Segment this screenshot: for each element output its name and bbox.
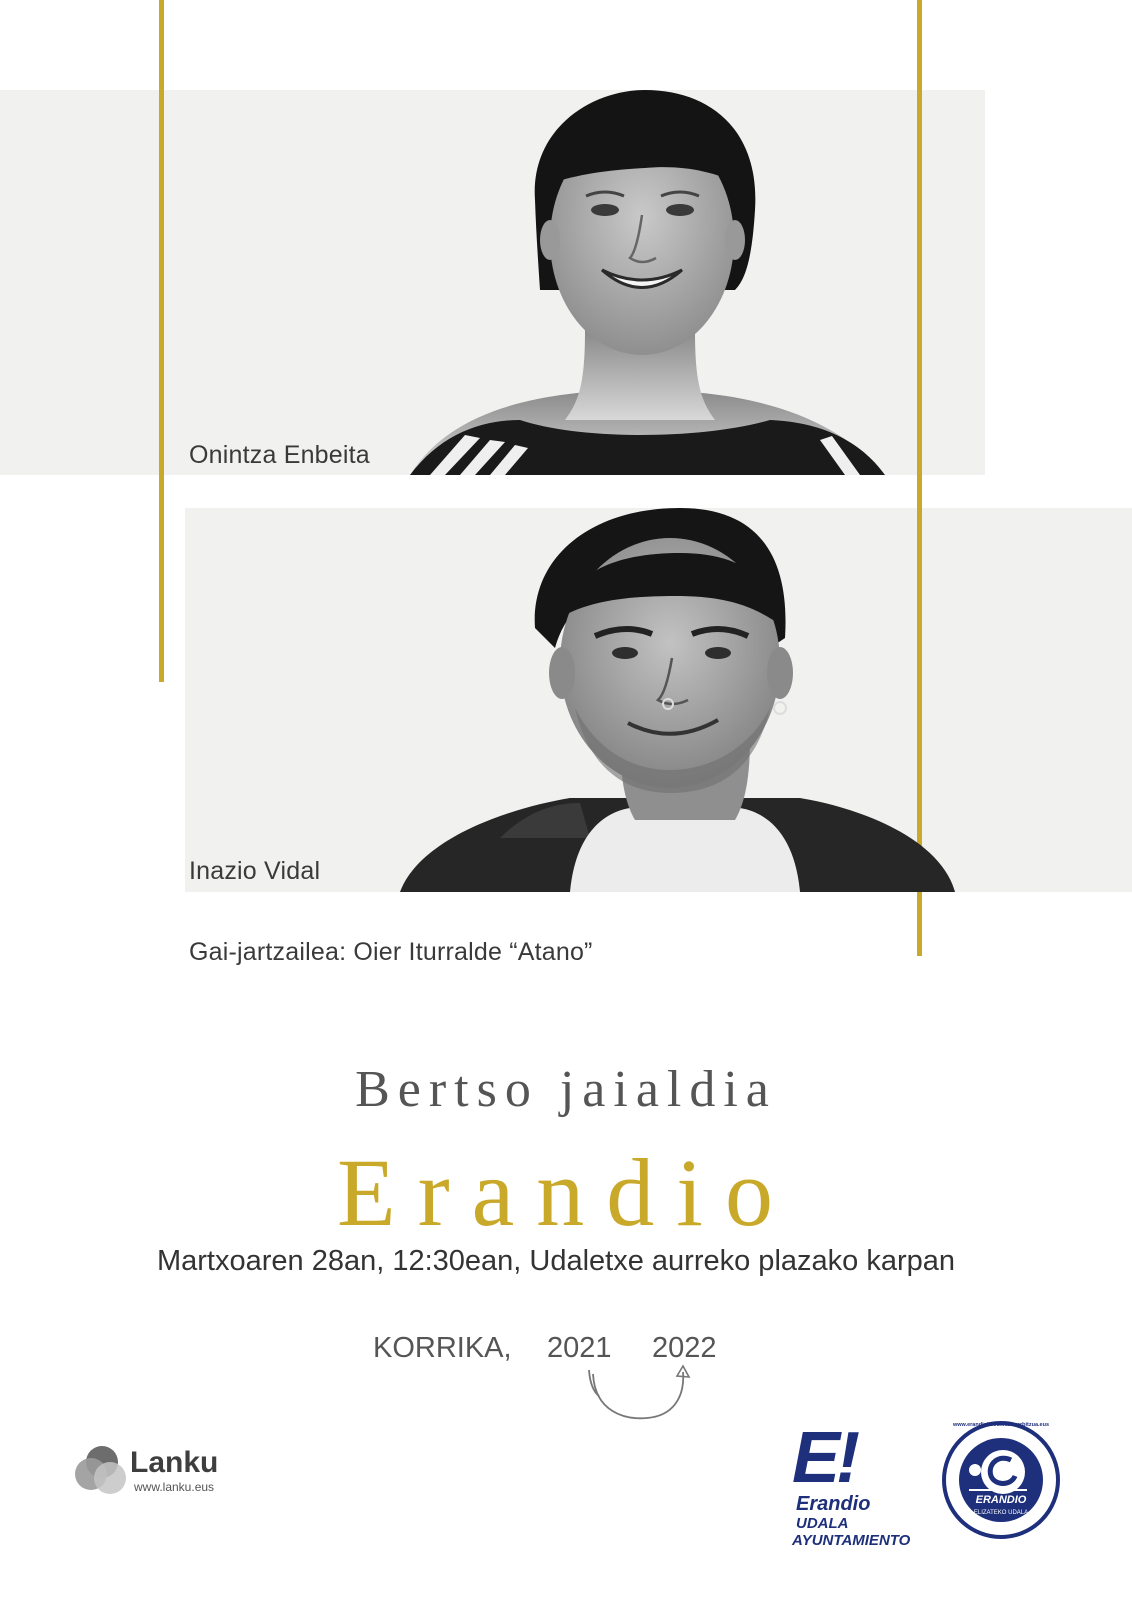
portrait-onintza-enbeita — [390, 90, 890, 475]
performer-name-2: Inazio Vidal — [189, 857, 321, 885]
seal-ring-text: www.erandiokoeuskarazerbitzua.eus — [952, 1422, 1050, 1428]
portrait-inazio-vidal — [400, 508, 955, 892]
lanku-name: Lanku — [130, 1446, 219, 1479]
event-title: Erandio — [337, 1139, 795, 1246]
seal-emblem — [941, 1420, 1061, 1540]
gold-line-left — [159, 0, 164, 682]
korrika-year-to: 2022 — [652, 1332, 717, 1364]
event-subtitle: Bertso jaialdia — [355, 1061, 777, 1118]
event-details: Martxoaren 28an, 12:30ean, Udaletxe aurreko plazako karpan — [156, 1245, 955, 1277]
erandio-udala-logo — [788, 1418, 938, 1565]
euskara-service-seal — [941, 1420, 1061, 1540]
curved-arrow-icon — [585, 1362, 700, 1422]
korrika-label: KORRIKA, — [373, 1332, 512, 1364]
lanku-circles-icon — [72, 1440, 132, 1500]
erandio-udala: UDALA — [796, 1515, 849, 1532]
theme-setter: Gai-jartzailea: Oier Iturralde “Atano” — [189, 938, 593, 966]
erandio-e-mark: E! — [792, 1418, 856, 1498]
lanku-logo — [72, 1440, 242, 1500]
erandio-name: Erandio — [796, 1493, 871, 1515]
performer-name-1: Onintza Enbeita — [189, 441, 370, 469]
erandio-ayuntamiento: AYUNTAMIENTO — [792, 1532, 911, 1549]
korrika-year-from: 2021 — [547, 1332, 612, 1364]
seal-name: ERANDIO — [975, 1494, 1027, 1506]
seal-subtitle: ELIZATEKO UDALA — [973, 1510, 1029, 1516]
lanku-url: www.lanku.eus — [134, 1480, 215, 1494]
